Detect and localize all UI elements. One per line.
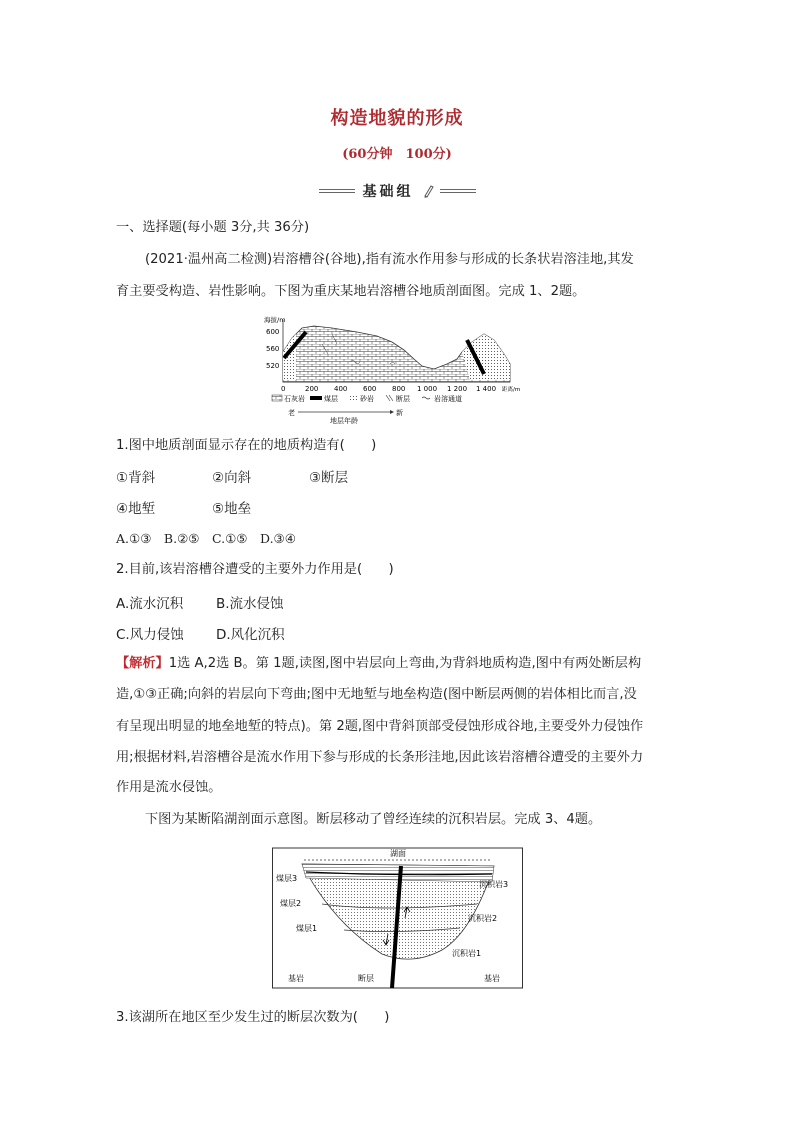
q2-choice: B.流水侵蚀 [216, 596, 284, 612]
q2-choice: A.流水沉积 [116, 596, 184, 612]
y-tick: 520 [266, 362, 280, 370]
intro1-line1: (2021·温州高二检测)岩溶槽谷(谷地),指有流水作用参与形成的长条状岩溶洼地,其发 [145, 252, 634, 267]
analysis-tag: 【解析】 [116, 656, 169, 671]
label-lake-surface: 湖面 [390, 849, 406, 858]
legend-limestone: 石灰岩 [284, 395, 305, 403]
label-coal3: 煤层3 [276, 874, 298, 883]
age-old: 老 [288, 409, 295, 417]
y-tick: 600 [266, 328, 280, 336]
figure2-fault-lake-profile [272, 842, 524, 990]
intro1-line2: 育主要受构造、岩性影响。下图为重庆某地岩溶槽谷地质剖面图。完成 1、2题。 [116, 284, 586, 299]
q2-choice: D.风化沉积 [216, 627, 285, 643]
legend-sandstone: 砂岩 [360, 395, 374, 403]
label-bedrock-left: 基岩 [288, 974, 304, 983]
label-coal1: 煤层1 [296, 924, 318, 933]
analysis-line4: 用;根据材料,岩溶槽谷是流水作用下参与形成的长条形洼地,因此该岩溶槽谷遭受的主要外力 [116, 750, 644, 765]
x-tick: 1 200 [447, 385, 468, 393]
label-coal2: 煤层2 [280, 899, 302, 908]
analysis-line2: 造,①③正确;向斜的岩层向下弯曲;图中无地堑与地垒构造(图中断层两侧的岩体相比而言,没 [116, 687, 637, 702]
label-fault: 断层 [358, 974, 374, 983]
legend-karst-swatch [422, 397, 430, 399]
legend-limestone-swatch [272, 395, 282, 401]
label-sed1: 沉积岩1 [452, 949, 482, 958]
age-new: 新 [396, 409, 403, 417]
legend-fault: 断层 [396, 395, 410, 403]
q1-item: ①背斜 [116, 470, 156, 486]
group-label: 基础组 [362, 184, 414, 200]
q1-item: ③断层 [309, 470, 349, 486]
x-tick: 800 [392, 385, 406, 393]
q1-item: ②向斜 [212, 470, 252, 486]
x-axis-label: 距离/m [502, 387, 521, 393]
section-heading: 一、选择题(每小题 3分,共 36分) [116, 220, 310, 235]
y-axis-label: 海拔/m [264, 316, 286, 324]
x-tick: 0 [281, 385, 286, 393]
analysis-line5: 作用是流水侵蚀。 [116, 780, 222, 795]
age-label: 地层年龄 [330, 417, 358, 424]
q3-stem: 3.该湖所在地区至少发生过的断层次数为( ) [116, 1010, 390, 1025]
figure1-geologic-profile [262, 314, 532, 424]
analysis-line3: 有呈现出明显的地垒地堑的特点)。第 2题,图中背斜顶部受侵蚀形成谷地,主要受外力侵蚀作 [116, 719, 644, 734]
page-title: 构造地貌的形成 [330, 108, 464, 129]
x-tick: 200 [305, 385, 319, 393]
analysis-line1: 【解析】1选 A,2选 B。第 1题,读图,图中岩层向上弯曲,为背斜地质构造,图中有两处断层构 [116, 656, 642, 671]
label-sed3: 沉积岩3 [479, 880, 509, 889]
legend-sandstone-swatch [348, 395, 358, 401]
page-subtitle: (60分钟 100分) [342, 147, 452, 162]
divider-right [440, 189, 476, 193]
q1-stem: 1.图中地质剖面显示存在的地质构造有( ) [116, 438, 377, 453]
label-sed2: 沉积岩2 [468, 914, 498, 923]
legend-coal: 煤层 [324, 395, 338, 403]
age-arrowhead [390, 410, 394, 414]
legend-fault-swatch [386, 395, 393, 401]
divider-left [319, 189, 355, 193]
y-tick: 560 [266, 345, 280, 353]
q2-stem: 2.目前,该岩溶槽谷遭受的主要外力作用是( ) [116, 562, 394, 577]
intro2: 下图为某断陷湖剖面示意图。断层移动了曾经连续的沉积岩层。完成 3、4题。 [145, 812, 602, 827]
legend-coal-swatch [310, 396, 322, 400]
group-header [312, 180, 482, 202]
label-bedrock-right: 基岩 [484, 974, 500, 983]
pencil-icon [422, 184, 434, 198]
x-tick: 400 [334, 385, 348, 393]
q2-choice: C.风力侵蚀 [116, 627, 184, 643]
q1-item: ④地堑 [116, 501, 156, 517]
q1-choices: A.①③ B.②⑤ C.①⑤ D.③④ [116, 531, 296, 546]
legend-karst: 岩溶通道 [434, 395, 462, 403]
q1-item: ⑤地垒 [212, 501, 252, 517]
x-tick: 1 400 [476, 385, 497, 393]
x-tick: 1 000 [417, 385, 438, 393]
x-tick: 600 [363, 385, 377, 393]
